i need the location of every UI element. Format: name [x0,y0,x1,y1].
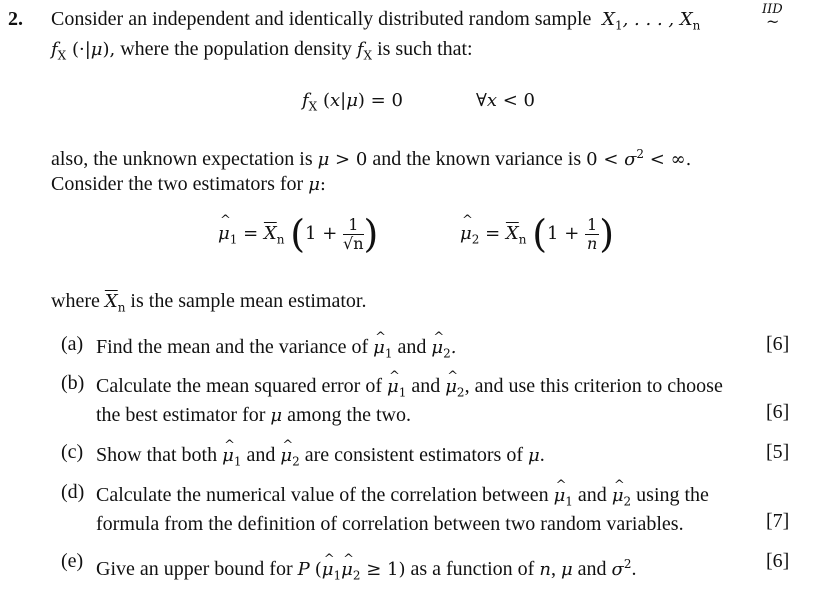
sample-notation: $X_1$, . . . , $X_n$ [596,9,701,33]
where-word: where [51,290,100,312]
intro-line-2-text: where the population density [120,38,352,60]
iid-label: IID [762,2,783,17]
part-a-marks: [6] [766,333,790,355]
part-e-marks: [6] [766,550,790,572]
density-condition: ∀x < 0 [476,90,536,111]
where-line [51,286,366,323]
part-b-text-1: Calculate the mean squared error of μ $\^{}_1$ and μ $\^{}_2$, and use this criterion to choose [96,372,723,407]
estimator-2-fraction: $\frac{1}{n}$ [586,214,598,253]
part-e-text: Give an upper bound for P (μ $\^{}_1\mu$ $\^{}_2 \ge 1$) as a function of n, μ and $\sigma^2$. [96,550,636,590]
middle-text-3: Consider the two estimators for [51,173,304,195]
density-equation: $f_X$ (x|μ) = 0 [302,90,403,114]
middle-text-1: also, the unknown expectation is [51,148,313,170]
part-b-letter: (b) [61,372,85,394]
where-text: is the sample mean estimator. [130,290,367,312]
part-c-letter: (c) [61,441,84,463]
sample-mean-symbol: $\overline{X}_n$ [104,291,126,315]
estimator-1: μ $\^{}_1 = \overline{X}_n$ (1 + $\frac{1}{√n}$ ) [218,212,378,256]
part-c-text: Show that both μ $\^{}_1$ and μ $\^{}_2$ are consistent estimators of μ. [96,441,545,476]
part-d-text-2: formula from the definition of correlation between two random variables. [96,513,684,535]
part-d-letter: (d) [61,481,85,503]
part-b-marks: [6] [766,401,790,423]
part-e-letter: (e) [61,550,84,572]
part-a-text: Find the mean and the variance of μ $\^{}_1$ and μ $\^{}_2$. [96,333,456,368]
fx-notation: $f_X$ (·|μ), [51,39,116,63]
part-c-marks: [5] [766,441,790,463]
fx-inline: $f_X$ [356,39,373,63]
estimator-1-fraction: $\frac{1}{√n}$ [343,214,364,253]
mu-positive: μ > 0 [317,149,368,170]
intro-line-2-end: is such that: [377,38,473,60]
intro-line-2 [51,34,473,71]
iid-tilde: ~ [766,12,780,31]
mu-colon: μ: [308,174,326,195]
middle-text-2: and the known variance is [372,148,582,170]
variance-range: $0 < \sigma^2$ < ∞. [586,147,692,170]
intro-text: Consider an independent and identically distributed random sample [51,8,592,30]
part-b-text-2: the best estimator for μ among the two. [96,404,411,426]
middle-line-2 [51,169,326,200]
part-d-marks: [7] [766,510,790,532]
part-a-letter: (a) [61,333,84,355]
estimator-2: μ $\^{}_2 = \overline{X}_n$ (1 + $\frac{1}{n}$ ) [460,212,614,256]
part-d-text-1: Calculate the numerical value of the correlation between μ $\^{}_1$ and μ $\^{}_2$ using the [96,481,709,516]
question-number: 2. [8,8,23,30]
